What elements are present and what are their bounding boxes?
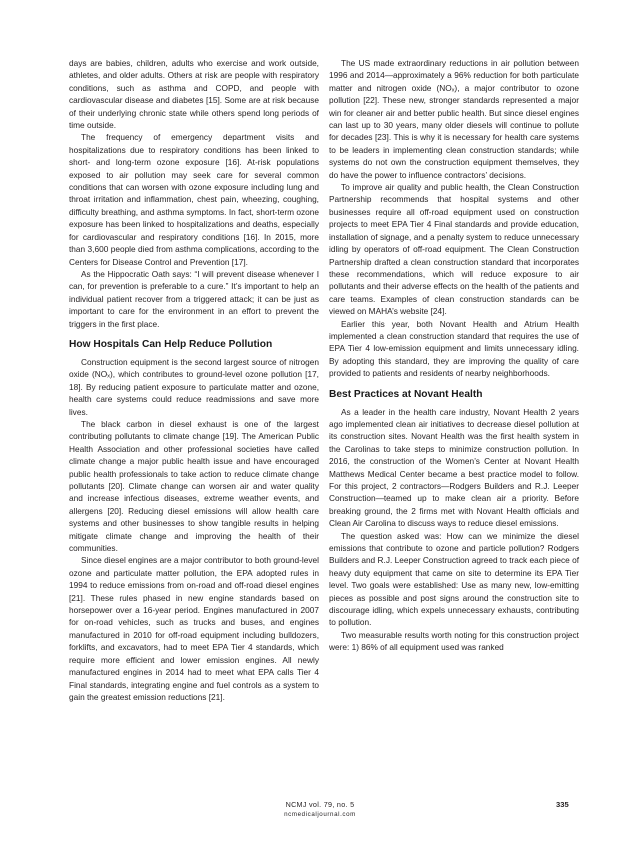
right-column bbox=[329, 57, 579, 654]
right-paragraph-5: The question asked was: How can we minimize the diesel emissions that contribute to ozone and particle pollution? Rodgers Builders and R.J. Leeper Construction agreed to track each piece of heavy duty equipment that came on site to determine its EPA Tier level. Two goals were established: Use as many new, low-emitting pieces as possible and post signs around the construction site to discourage idling, which expels unnecessary exhausts, contributing to pollution. bbox=[329, 530, 579, 628]
right-paragraph-2: To improve air quality and public health, the Clean Construction Partnership recommends that hospital systems and other businesses require all off-road equipment used on construction projects to meet EPA Tier 4 Final standards and provide education, installation of signage, and a penalty system to reduce unnecessary idling by operators of off-road equipment. The Clean Construction Partnership drafted a clean construction standard that incorporates these recommendations, which will reduce exposure to air pollutants and their adverse effects on the health of the patients and care teams. Examples of clean construction standards can be viewed on MAHA’s website [24]. bbox=[329, 182, 579, 317]
footer-citation bbox=[260, 800, 380, 820]
page-number: 335 bbox=[556, 800, 569, 809]
left-column bbox=[69, 57, 319, 703]
left-paragraph-5: The black carbon in diesel exhaust is one of the largest contributing pollutants to climate change [19]. The American Public Health Association and other professional societies have called climate change a major public health issue and have encouraged public health professionals to take action to reduce climate change pollutants [20]. Climate change can worsen air and water quality and increase infectious diseases, extreme weather events, and allergens [20]. Reducing diesel emissions will allow health care systems and other businesses to show tangible results in helping mitigate climate change and improving the health of their communities. bbox=[69, 418, 319, 554]
left-paragraph-3: As the Hippocratic Oath says: “I will prevent disease whenever I can, for prevention is preferable to a cure.” It’s important to help an individual patient recover from a triggered attack; it can be just as important to care for the environment in an effort to prevent the triggers in the first place. bbox=[69, 268, 319, 329]
left-paragraph-4: Construction equipment is the second largest source of nitrogen oxide (NOₓ), which contributes to ground-level ozone pollution [17, 18]. By reducing patient exposure to particulate matter and ozone, health care systems could reduce readmissions and save more lives. bbox=[69, 356, 319, 417]
journal-issue: NCMJ vol. 79, no. 5 bbox=[285, 800, 355, 809]
section-heading-reduce-pollution: How Hospitals Can Help Reduce Pollution bbox=[69, 338, 273, 350]
left-paragraph-2: The frequency of emergency department visits and hospitalizations due to respiratory conditions has been linked to short- and long-term ozone exposure [16]. At-risk populations exposed to air pollution may seek care for several common conditions that can worsen with ozone exposure including lung and throat irritation and inflammation, chest pain, wheezing, coughing, difficulty breathing, and asthma symptoms. In fact, short-term ozone exposure has been linked to hospitalizations and deaths, especially for cardiovascular and respiratory conditions [16]. In 2015, more than 3,600 people died from asthma complications, according to the Centers for Disease Control and Prevention [17]. bbox=[69, 132, 319, 267]
journal-website: ncmedicaljournal.com bbox=[284, 811, 356, 818]
right-paragraph-6: Two measurable results worth noting for this construction project were: 1) 86% of all equipment used was ranked bbox=[329, 629, 579, 653]
left-paragraph-1: days are babies, children, adults who exercise and work outside, athletes, and older adults. Others at risk are people with respiratory conditions, such as asthma and COPD, and people with cardiovascular disease and diabetes [15]. Some are at risk because of their underlying chronic state while others spend long periods of time outside. bbox=[69, 58, 319, 131]
right-paragraph-4: As a leader in the health care industry, Novant Health 2 years ago implemented clean air initiatives to decrease diesel pollution at its construction sites. Novant Health was the first health system in the Carolinas to take steps to minimize construction pollution. In 2016, the construction of the Women’s Center at Novant Health Matthews Medical Center became a best practice model to follow. For this project, 2 contractors—Rodgers Builders and R.J. Leeper Construction—teamed up to make clean air a priority. Before breaking ground, the 2 firms met with Novant Health officials and Clean Air Carolina to discuss ways to reduce diesel emissions. bbox=[329, 406, 579, 529]
right-paragraph-1: The US made extraordinary reductions in air pollution between 1996 and 2014—approximately a 96% reduction for both particulate matter and nitrogen oxide (NOₓ), a major contributor to ozone pollution [22]. These new, stronger standards represented a major win for cleaner air and better public health. But since diesel engines can last up to 30 years, many older diesels will continue to pollute for decades [23]. This is why it is necessary for health care systems to be leaders in implementing clean construction standards; while systems do not own the construction equipment themselves, they do have the power to influence contractors’ decisions. bbox=[329, 58, 579, 180]
left-paragraph-6: Since diesel engines are a major contributor to both ground-level ozone and particulate matter pollution, the EPA adopted rules in 1994 to reduce emissions from on-road and off-road diesel engines [21]. These rules phased in new engine standards based on horsepower over a 16-year period. Engines manufactured in 2007 for on-road vehicles, such as trucks and buses, and engines manufactured in 2010 for off-road equipment including bulldozers, forklifts, and excavators, had to meet EPA Tier 4 standards, which require more efficient and lower emission engines. All newly manufactured engines in 2014 had to meet what EPA calls Tier 4 Final standards, integrating engine and fuel controls as a system to gain the greatest emission reductions [21]. bbox=[69, 555, 319, 702]
section-heading-best-practices: Best Practices at Novant Health bbox=[329, 388, 483, 400]
right-paragraph-3: Earlier this year, both Novant Health and Atrium Health implemented a clean construction standard that requires the use of EPA Tier 4 low-emission equipment and limits unnecessary idling. By adopting this standard, they are improving the quality of care provided to patients and residents of nearby neighborhoods. bbox=[329, 318, 579, 379]
